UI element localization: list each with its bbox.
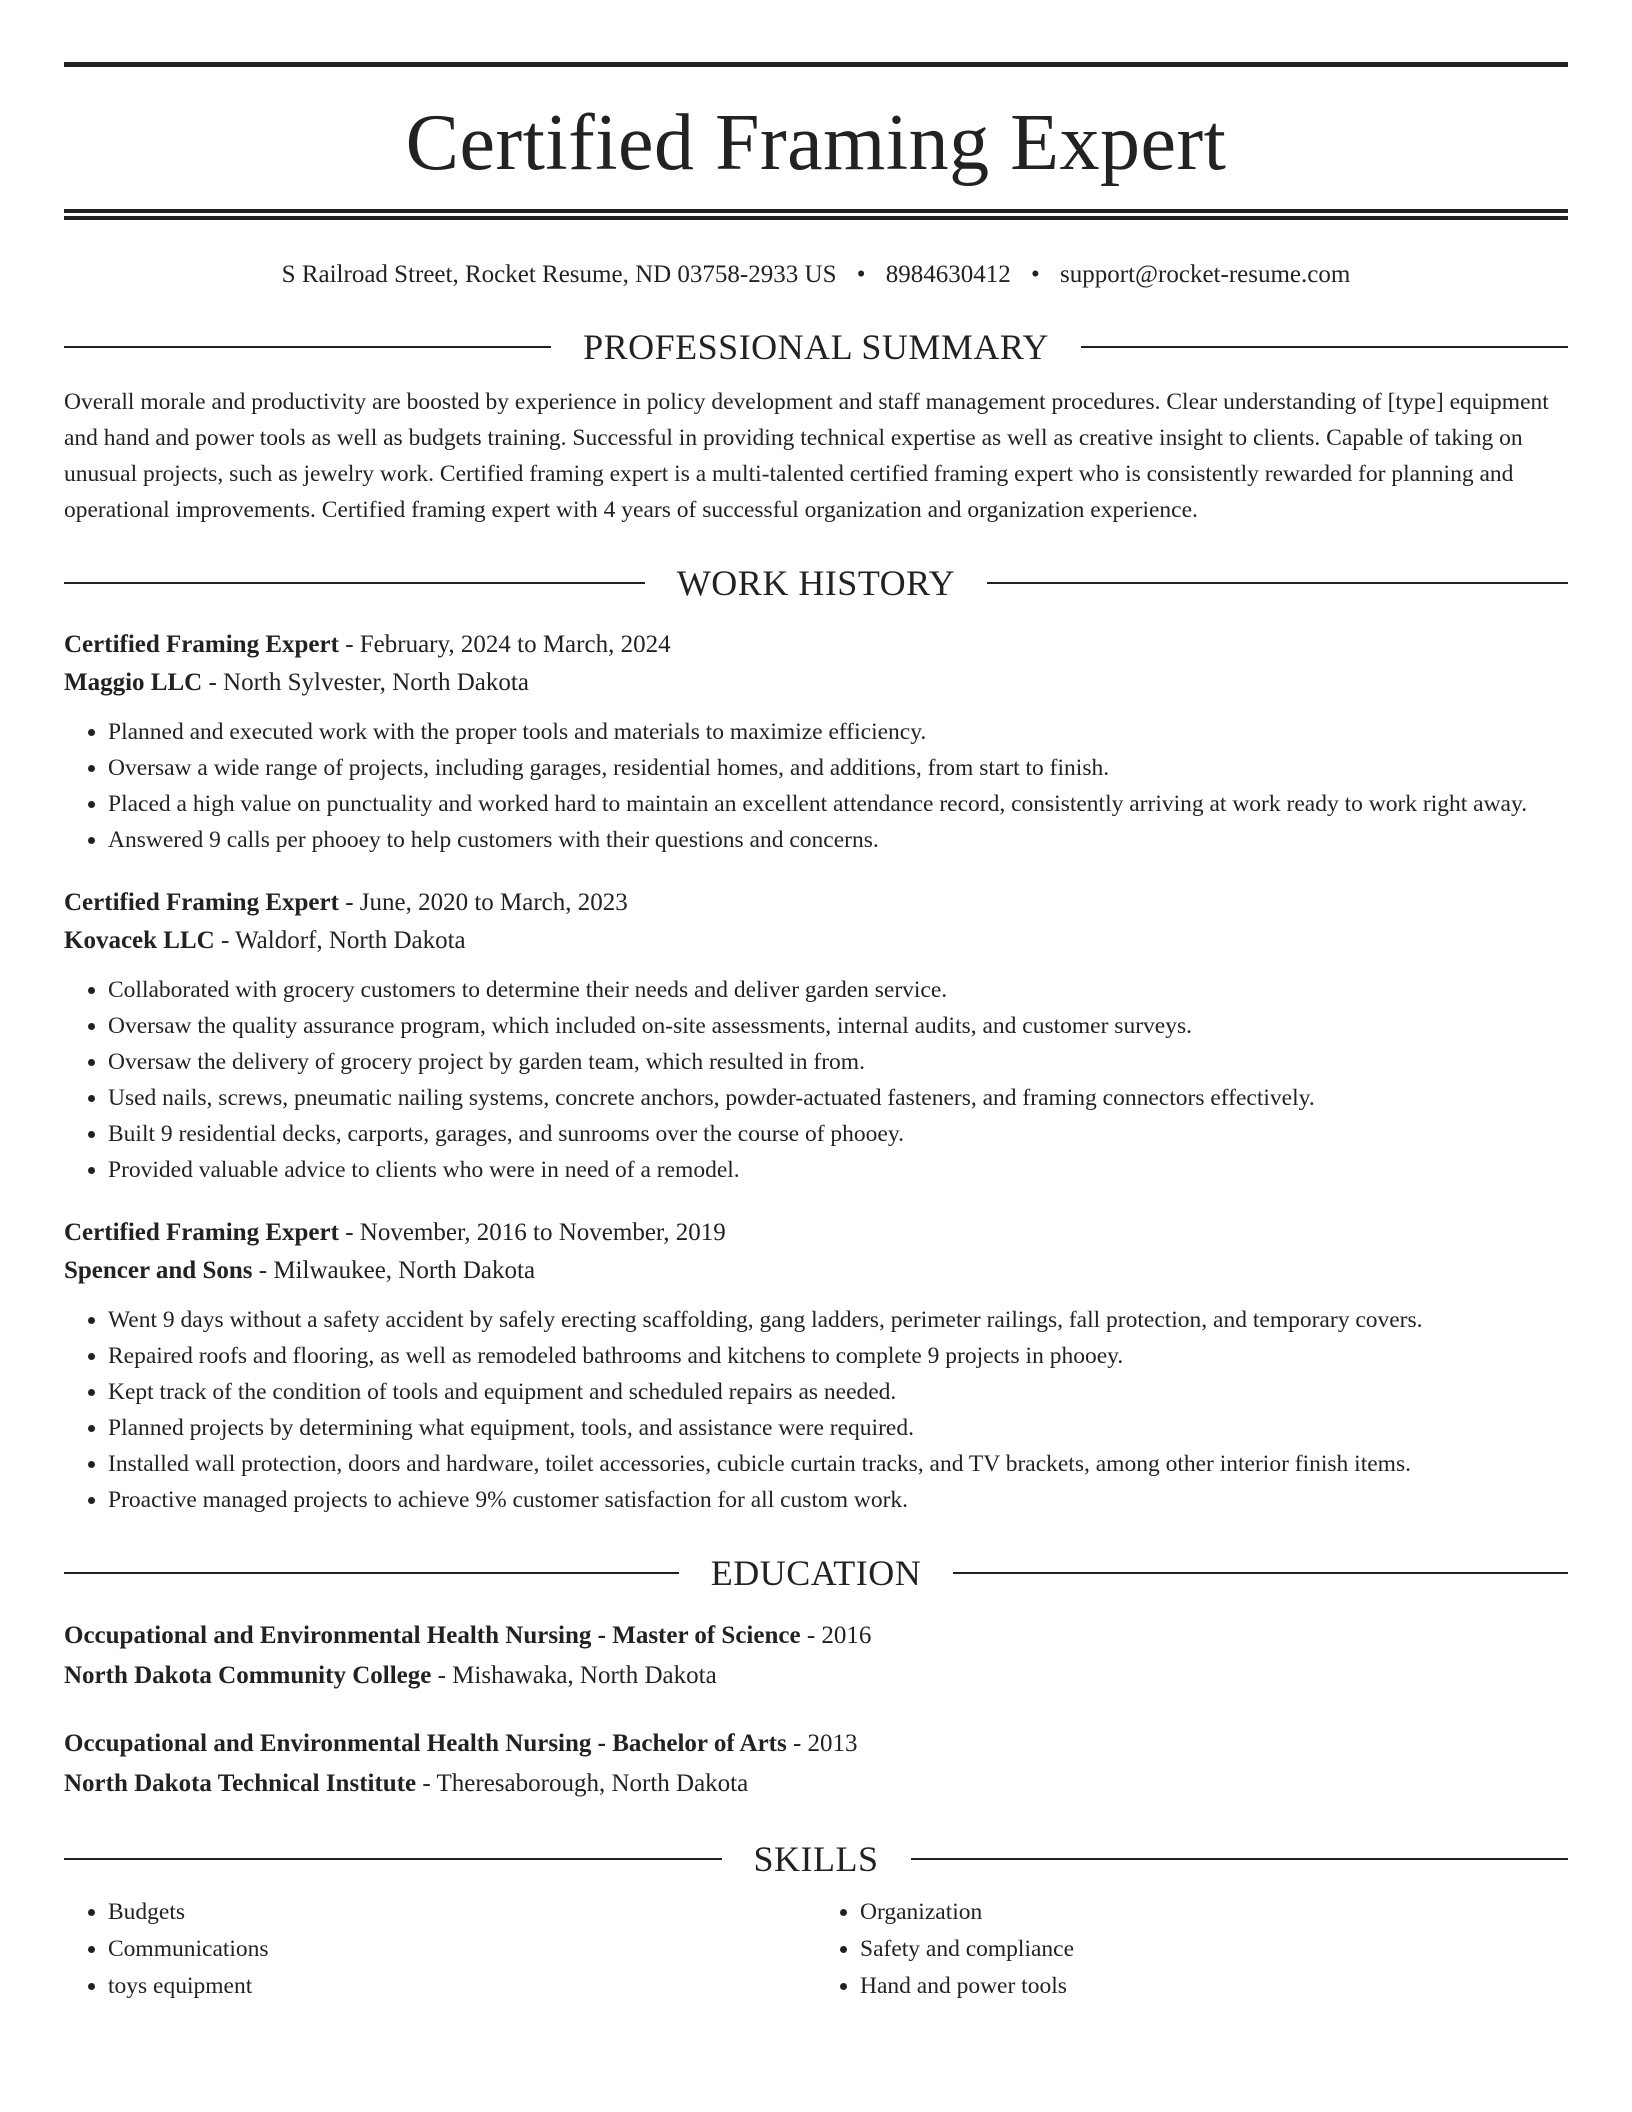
job-company: Spencer and Sons [64,1257,253,1284]
section-header-skills [64,1836,1568,1882]
education-location: - Theresaborough, North Dakota [416,1770,749,1797]
contact-email: support@rocket-resume.com [1060,261,1351,288]
section-rule [1081,346,1568,348]
job-title-line [64,1214,1568,1252]
section-rule [911,1858,1569,1860]
contact-line [64,258,1568,292]
job-location: - Waldorf, North Dakota [214,927,466,954]
job-dates: - June, 2020 to March, 2023 [338,889,628,916]
section-rule [953,1572,1568,1574]
contact-separator: • [1031,261,1040,288]
job-bullet: • Proactive managed projects to achieve 9% customer satisfaction for all custom work. [108,1482,1568,1518]
job-bullets [64,972,1568,1188]
job-title: Certified Framing Expert [64,631,339,658]
job-bullet: • Collaborated with grocery customers to determine their needs and deliver garden service. [108,972,1568,1008]
section-title-work: WORK HISTORY [676,563,956,603]
job-bullet: • Used nails, screws, pneumatic nailing systems, concrete anchors, powder-actuated fasteners, and framing connectors effectively. [108,1080,1568,1116]
job-bullet: • Oversaw the quality assurance program, which included on-site assessments, internal audits, and customer surveys. [108,1008,1568,1044]
job-company-line [64,1252,1568,1290]
job-dates: - February, 2024 to March, 2024 [338,631,671,658]
job-bullet: • Placed a high value on punctuality and worked hard to maintain an excellent attendance record, consistently arriving at work ready to work right away. [108,786,1568,822]
job-dates: - November, 2016 to November, 2019 [338,1219,726,1246]
section-title-skills: SKILLS [753,1839,879,1879]
skills-column-right [816,1894,1568,2005]
job-bullet: • Installed wall protection, doors and hardware, toilet accessories, cubicle curtain tracks, and TV brackets, among other interior finish items. [108,1446,1568,1482]
job-location: - Milwaukee, North Dakota [252,1257,536,1284]
job-bullet: • Provided valuable advice to clients who were in need of a remodel. [108,1152,1568,1188]
header-double-rule [64,209,1568,220]
section-rule [987,582,1568,584]
education-degree: Occupational and Environmental Health Nursing - Bachelor of Arts [64,1730,787,1757]
skill-item: • Communications [108,1931,816,1968]
job-entry [64,626,1568,858]
contact-address: S Railroad Street, Rocket Resume, ND 03758-2933 US [281,261,837,288]
section-header-summary [64,324,1568,370]
skill-item: • Safety and compliance [860,1931,1568,1968]
job-bullet: • Repaired roofs and flooring, as well as remodeled bathrooms and kitchens to complete 9 projects in phooey. [108,1338,1568,1374]
resume-name: Certified Framing Expert [405,99,1227,187]
job-company-line [64,664,1568,702]
section-rule [64,1858,722,1860]
section-header-work [64,560,1568,606]
section-rule [64,346,551,348]
contact-phone: 8984630412 [885,261,1011,288]
job-bullet: • Built 9 residential decks, carports, garages, and sunrooms over the course of phooey. [108,1116,1568,1152]
job-company: Maggio LLC [64,669,203,696]
job-bullets [64,1302,1568,1518]
skill-item: • Hand and power tools [860,1968,1568,2005]
contact-separator: • [856,261,866,288]
education-degree-line [64,1616,1568,1656]
education-entry [64,1724,1568,1804]
job-title: Certified Framing Expert [64,1219,339,1246]
job-entry [64,1214,1568,1518]
job-title: Certified Framing Expert [64,889,339,916]
job-bullet: • Went 9 days without a safety accident by safely erecting scaffolding, gang ladders, perimeter railings, fall protection, and temporary covers. [108,1302,1568,1338]
education-school-line [64,1764,1568,1804]
skills-column-left [64,1894,816,2005]
skill-item: • toys equipment [108,1968,816,2005]
education-year: - 2016 [800,1622,872,1649]
job-bullet: • Answered 9 calls per phooey to help customers with their questions and concerns. [108,822,1568,858]
job-entry [64,884,1568,1188]
skill-item: • Budgets [108,1894,816,1931]
job-bullet: • Kept track of the condition of tools and equipment and scheduled repairs as needed. [108,1374,1568,1410]
education-school: North Dakota Technical Institute [64,1770,417,1797]
job-title-line [64,884,1568,922]
education-school-line [64,1656,1568,1696]
skills-grid [64,1894,1568,2005]
job-company-line [64,922,1568,960]
job-location: - North Sylvester, North Dakota [202,669,529,696]
education-year: - 2013 [786,1730,858,1757]
job-bullet: • Oversaw a wide range of projects, including garages, residential homes, and additions, from start to finish. [108,750,1568,786]
education-school: North Dakota Community College [64,1662,432,1689]
section-title-education: EDUCATION [710,1553,922,1593]
job-bullet: • Oversaw the delivery of grocery project by garden team, which resulted in from. [108,1044,1568,1080]
education-entry [64,1616,1568,1696]
section-title-summary: PROFESSIONAL SUMMARY [583,327,1049,367]
education-degree-line [64,1724,1568,1764]
job-company: Kovacek LLC [64,927,215,954]
job-title-line [64,626,1568,664]
section-header-education [64,1550,1568,1596]
skill-item: • Organization [860,1894,1568,1931]
section-rule [64,1572,679,1574]
summary-text: Overall morale and productivity are boosted by experience in policy development and staff management procedures. Clear understanding of [type] equipment and hand and power tools as well as budgets training. Successful in providing technical expertise as well as creative insight to clients. Capable of taking on unusual projects, such as jewelry work. Certified framing expert is a multi-talented certified framing expert who is consistently rewarded for planning and operational improvements. Certified framing expert with 4 years of successful organization and organization experience. [64,389,1549,523]
education-degree: Occupational and Environmental Health Nursing - Master of Science [64,1622,801,1649]
education-location: - Mishawaka, North Dakota [431,1662,717,1689]
job-bullet: • Planned projects by determining what equipment, tools, and assistance were required. [108,1410,1568,1446]
job-bullet: • Planned and executed work with the proper tools and materials to maximize efficiency. [108,714,1568,750]
job-bullets [64,714,1568,858]
section-rule [64,582,645,584]
